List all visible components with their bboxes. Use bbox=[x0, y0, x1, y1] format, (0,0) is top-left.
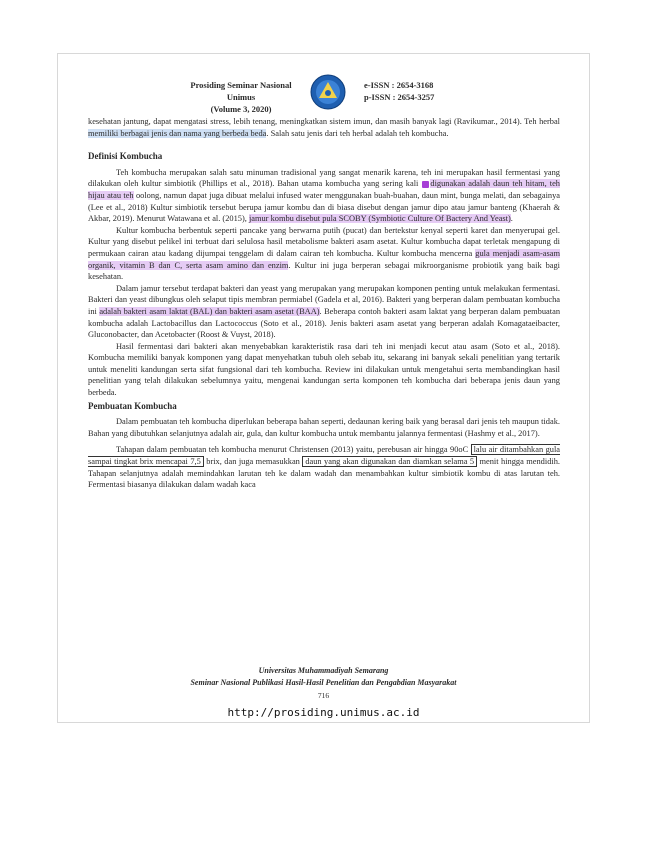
paragraph: Teh kombucha merupakan salah satu minuman tradisional yang sangat menarik karena, teh ini merupakan hasil fermentasi yang dilakukan oleh kultur simbiotik (Phillips et al., 2018). Bahan utama kombucha yang sering kali digunakan adalah daun teh hitam, teh hijau atau teh oolong, namun dapat juga dibuat melalui infused water menggunakan buah-buahan, daun mint, bunga melati, dan sebagainya (Lee et al., 2018) Kultur simbiotik tersebut berupa jamur kombu dan di biasa disebut dengan jamur dipo atau jamur banteng (Khaerah & Akbar, 2019). Menurut Watawana et al. (2015), jamur kombu disebut pula SCOBY (Symbiotic Culture Of Bactery And Yeast). bbox=[88, 167, 560, 224]
highlight: jamur kombu disebut pula SCOBY (Symbiotic Culture Of Bactery And Yeast) bbox=[248, 214, 511, 224]
paragraph: Hasil fermentasi dari bakteri akan menyebabkan karakteristik rasa dari teh ini menjadi kecut atau asam (Soto et al., 2018). Kombucha memiliki banyak komponen yang dapat menyehatkan tubuh oleh sebab itu, sekarang ini banyak sekali penelitian yang tertarik untuk meneliti kandungan serta sifat fungsional dari teh kombucha. Review ini dilakukan untuk mengetahui serta membandingkan hasil penelitian yang telah dilakukan sebelumnya yaitu, mengenai kandungan serta komponen teh kombucha dari beberapa jenis daun yang berbeda. bbox=[88, 341, 560, 398]
page-number: 716 bbox=[317, 691, 330, 700]
highlight: memiliki berbagai jenis dan nama yang berbeda beda bbox=[88, 128, 267, 138]
issn-block bbox=[364, 79, 434, 103]
highlight: gula menjadi asam-asam organik, vitamin B dan C, serta asam amino dan enzim bbox=[88, 248, 560, 270]
footer-seminar: Seminar Nasional Publikasi Hasil-Hasil Penelitian dan Pengabdian Masyarakat bbox=[190, 678, 457, 687]
document-page bbox=[58, 54, 589, 722]
page-header bbox=[58, 72, 589, 112]
highlight: adalah bakteri asam laktat (BAL) dan bakteri asam asetat (BAA) bbox=[99, 306, 320, 316]
intro-paragraph: kesehatan jantung, dapat mengatasi stress, lebih tenang, meningkatkan sistem imun, dan masih banyak lagi (Ravikumar., 2014). Teh herbal memiliki berbagai jenis dan nama yang berbeda beda. Salah satu jenis dari teh herbal adalah teh kombucha. bbox=[88, 117, 560, 138]
footer-university: Universitas Muhammadiyah Semarang bbox=[258, 666, 389, 675]
section-heading-definisi: Definisi Kombucha bbox=[88, 151, 163, 162]
paragraph: Dalam pembuatan teh kombucha diperlukan beberapa bahan seperti, dedaunan kering baik yang berasal dari jenis teh maupun tidak. Bahan yang dibutuhkan selanjutnya adalah air, gula, dan kultur kombucha untuk membantu jalannya fermentasi (Hashmy et al., 2017). bbox=[88, 417, 560, 438]
highlight: digunakan adalah daun teh hitam, teh hijau atau teh bbox=[88, 179, 560, 200]
footer-url[interactable]: http://prosiding.unimus.ac.id bbox=[227, 706, 420, 719]
paragraph: Tahapan dalam pembuatan teh kombucha menurut Christensen (2013) yaitu, perebusan air hingga 90oC lalu air ditambahkan gula sampai tingkat brix mencapai 7,5 brix, dan juga memasukkan daun yang akan digunakan dan diamkan selama 5 menit hingga mendidih. Tahapan selanjutnya adalah memindahkan larutan teh ke dalam wadah dan menambahkan kultur simbiotik kombu di atas larutan teh. Fermentasi biasanya dilakukan dalam wadah kaca bbox=[88, 445, 560, 490]
paragraph: Dalam jamur tersebut terdapat bakteri dan yeast yang merupakan yang merupakan komponen penting untuk melakukan fermentasi. Bakteri dan yeast dibungkus oleh selaput tipis membran permiabel (Gadela et al, 2016). Bakteri yang berperan dalam pembuatan kombucha ini adalah bakteri asam laktat (BAL) dan bakteri asam asetat (BAA). Beberapa contoh bakteri asam laktat yang berperan dalam pembuatan kombucha adalah Lactobacillus dan Lactococcus (Soto et al., 2018). Jenis bakteri asam asetat yang berperan adalah Komagataeibacter, Gluconobacter, dan Acetobacter (Roost & Vuyst, 2018). bbox=[88, 283, 561, 340]
section-heading-pembuatan: Pembuatan Kombucha bbox=[88, 400, 177, 411]
annotation-marker-icon[interactable] bbox=[422, 181, 429, 188]
document-body bbox=[88, 116, 560, 491]
proceedings-title bbox=[186, 79, 296, 115]
p-issn: p-ISSN : 2654-3257 bbox=[364, 92, 435, 102]
e-issn: e-ISSN : 2654-3168 bbox=[364, 80, 434, 90]
paragraph: Kultur kombucha berbentuk seperti pancake yang berwarna putih (pucat) dan bertekstur kenyal seperti karet dan menyerupai gel. Kultur yang disebut pelikel ini terbuat dari selulosa hasil metabolisme bakteri asam asetat. Kultur kombucha dapat terletak mengapung di permukaan cairan atau kadang dijumpai tenggelam di dalam cairan teh kombucha. Kultur kombucha mencerna gula menjadi asam-asam organik, vitamin B dan C, serta asam amino dan enzim. Kultur ini juga berperan sebagai mikroorganisme probiotik yang baik bagi kesehatan. bbox=[88, 225, 560, 282]
proceedings-volume: (Volume 3, 2020) bbox=[210, 104, 272, 114]
boxed-annotation: daun yang akan digunakan dan diamkan selama 5 bbox=[302, 456, 477, 467]
proceedings-title-line1: Prosiding Seminar Nasional Unimus bbox=[190, 80, 292, 102]
boxed-annotation: lalu air ditambahkan gula sampai tingkat brix mencapai 7,5 bbox=[88, 445, 560, 467]
university-logo-icon bbox=[310, 74, 346, 110]
